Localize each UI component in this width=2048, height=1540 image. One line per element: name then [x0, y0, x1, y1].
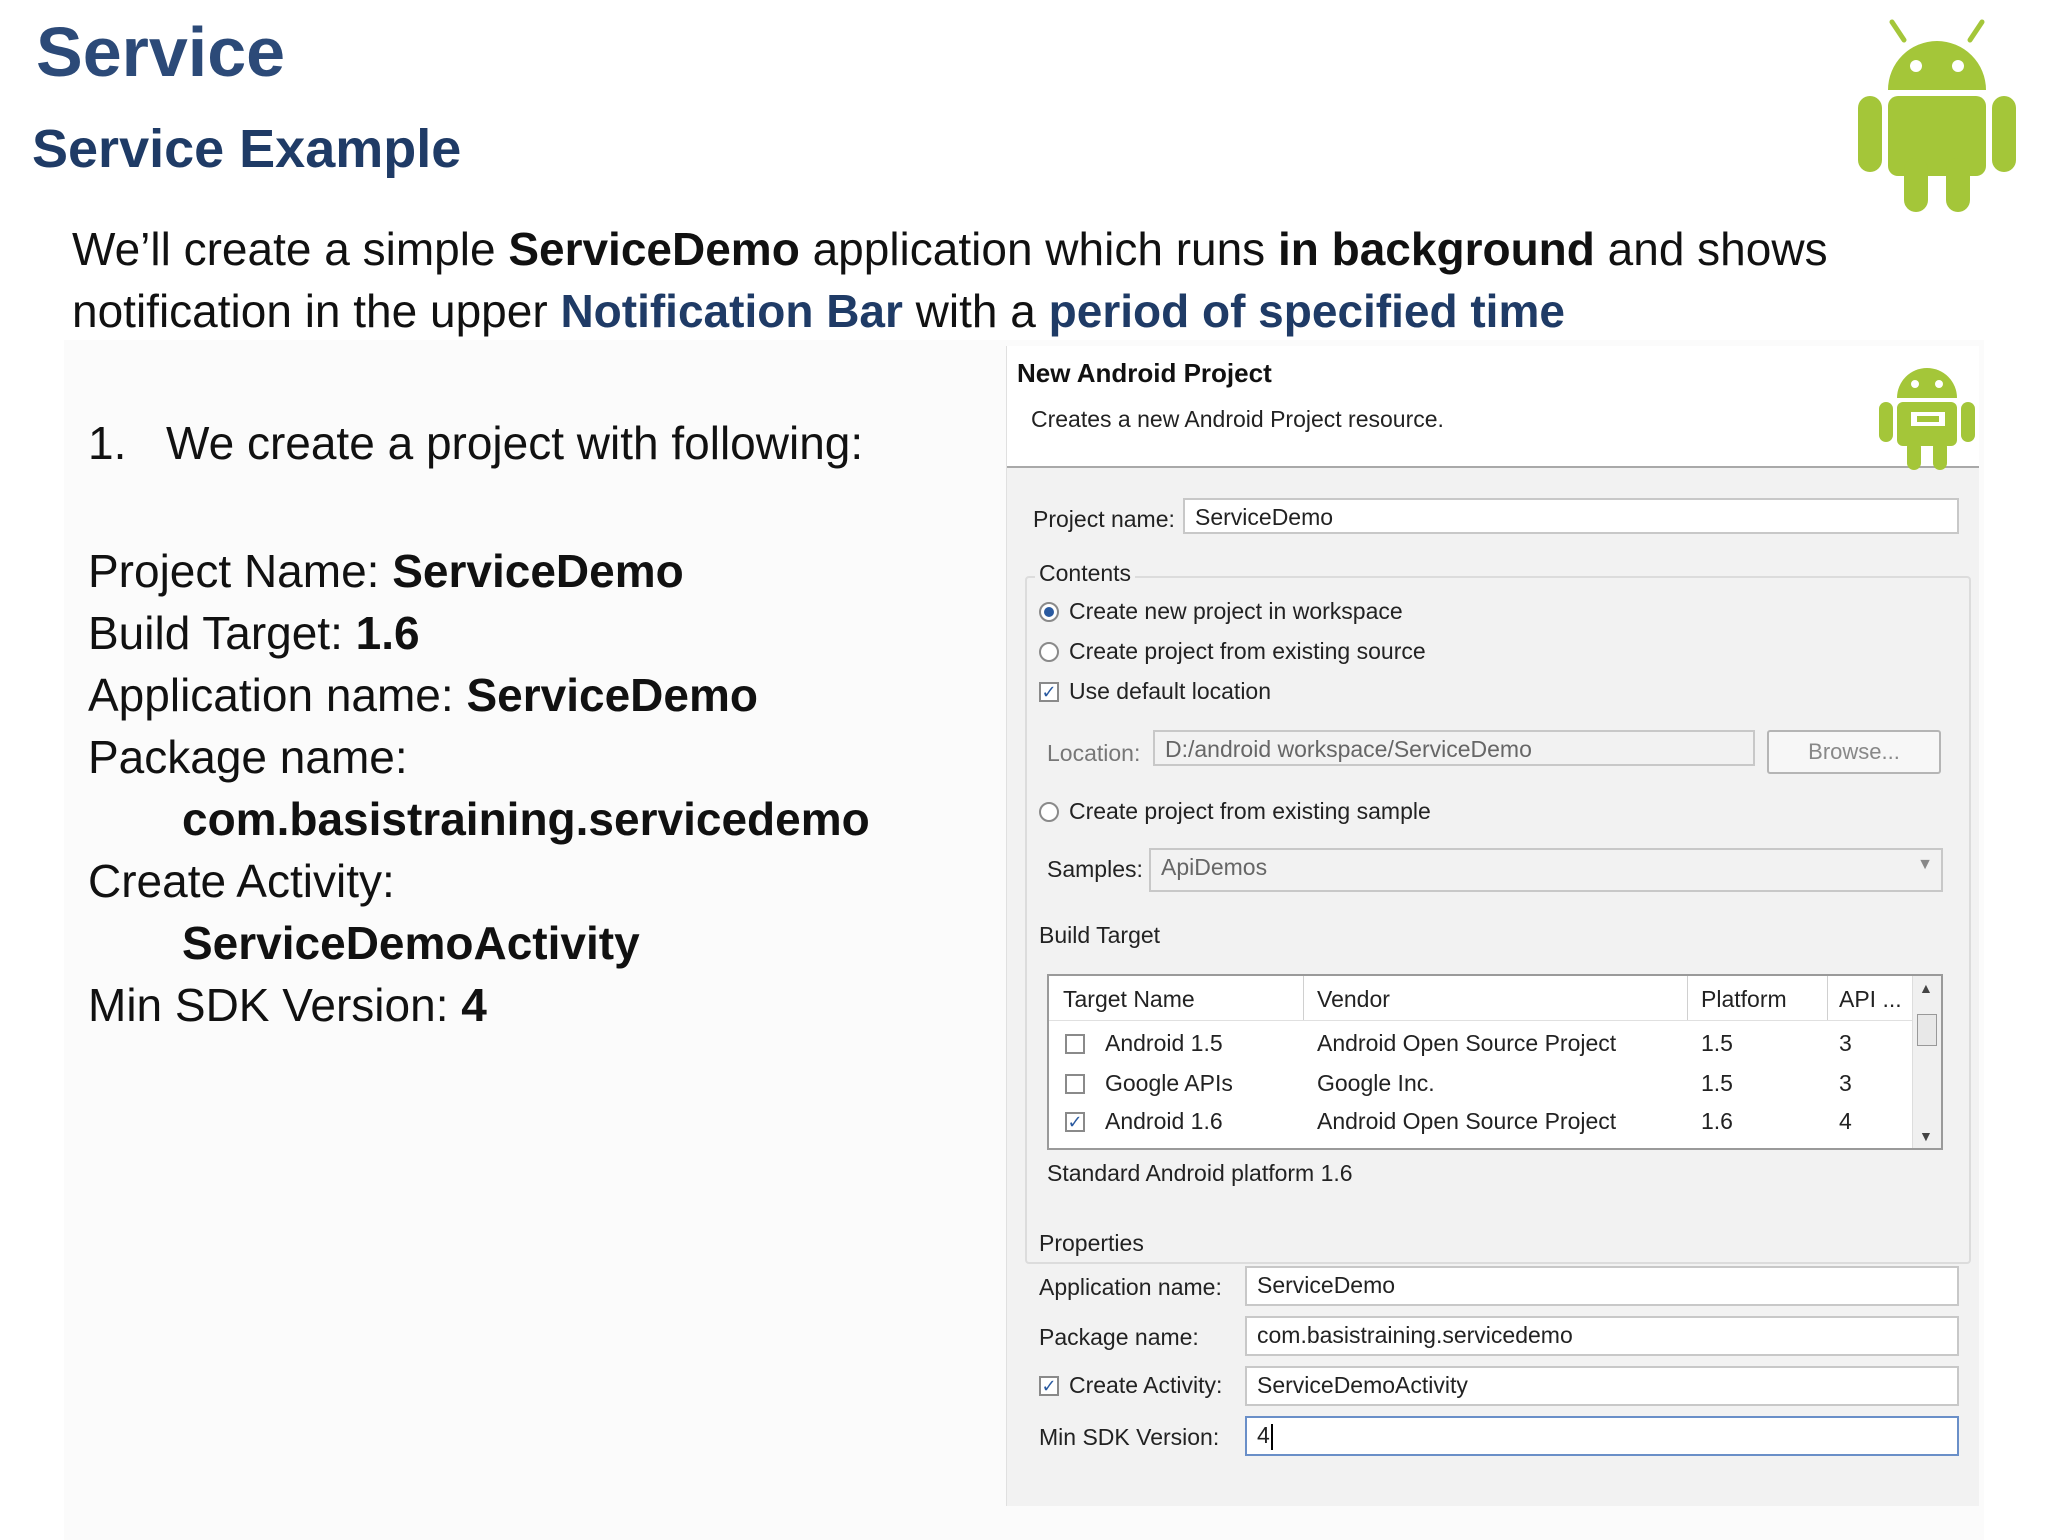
table-cell-platform: 1.5 — [1701, 1030, 1733, 1056]
table-cell-vendor: Android Open Source Project — [1317, 1030, 1617, 1056]
spec-application-name: Application name: ServiceDemo — [88, 669, 758, 721]
spec-project-name: Project Name: ServiceDemo — [88, 545, 684, 597]
application-name-field[interactable]: ServiceDemo — [1245, 1266, 1959, 1306]
spec-min-sdk: Min SDK Version: 4 — [88, 979, 487, 1031]
samples-select-value: ApiDemos — [1161, 854, 1268, 880]
table-scrollbar[interactable] — [1912, 976, 1941, 1148]
new-android-project-dialog — [1006, 346, 1979, 1506]
application-name-label: Application name: — [1039, 1274, 1222, 1300]
slide-subtitle: Service Example — [32, 119, 462, 179]
android-robot-icon — [1852, 18, 2022, 214]
dialog-title: New Android Project — [1017, 358, 1272, 388]
use-default-location-label[interactable]: Use default location — [1069, 678, 1272, 704]
create-activity-label[interactable]: Create Activity: — [1069, 1372, 1223, 1398]
scroll-up-icon[interactable]: ▲ — [1919, 980, 1933, 996]
project-name-field[interactable]: ServiceDemo — [1183, 498, 1959, 534]
table-cell-api: 4 — [1839, 1108, 1852, 1134]
slide-title: Service — [36, 13, 286, 91]
build-target-group-label: Build Target — [1035, 922, 1164, 949]
build-target-table — [1047, 974, 1943, 1150]
dialog-header — [1007, 346, 1979, 468]
dialog-description: Creates a new Android Project resource. — [1031, 406, 1444, 432]
contents-group-label: Contents — [1035, 560, 1135, 587]
table-cell-platform: 1.5 — [1701, 1070, 1733, 1096]
step-item — [88, 416, 863, 470]
properties-group-label: Properties — [1035, 1230, 1148, 1257]
create-activity-field[interactable]: ServiceDemoActivity — [1245, 1366, 1959, 1406]
min-sdk-value: 4 — [1257, 1422, 1270, 1448]
target-android-1-6-checkbox[interactable]: ✓ — [1065, 1112, 1085, 1132]
project-name-label: Project name: — [1033, 506, 1175, 532]
package-name-label: Package name: — [1039, 1324, 1199, 1350]
table-cell-vendor: Android Open Source Project — [1317, 1108, 1617, 1134]
chevron-down-icon: ▼ — [1917, 856, 1933, 873]
create-new-project-radio[interactable] — [1039, 602, 1059, 622]
spec-package-label: Package name: — [88, 731, 408, 783]
table-header-vendor[interactable]: Vendor — [1317, 986, 1390, 1012]
spec-package-value: com.basistraining.servicedemo — [182, 793, 870, 845]
step-text: We create a project with following: — [166, 417, 864, 469]
from-existing-sample-label[interactable]: Create project from existing sample — [1069, 798, 1431, 824]
location-label: Location: — [1047, 740, 1141, 766]
spec-activity-value: ServiceDemoActivity — [182, 917, 640, 969]
browse-button[interactable]: Browse... — [1767, 730, 1941, 774]
location-field[interactable]: D:/android workspace/ServiceDemo — [1153, 730, 1755, 766]
intro-paragraph: We’ll create a simple ServiceDemo application which runs in background and shows notification in the upper Notification Bar with a period of specified time — [72, 223, 1828, 337]
table-header-platform[interactable]: Platform — [1701, 986, 1787, 1012]
table-cell-vendor: Google Inc. — [1317, 1070, 1435, 1096]
scroll-thumb[interactable] — [1917, 1014, 1937, 1046]
table-cell-name: Google APIs — [1105, 1070, 1233, 1096]
from-existing-source-radio[interactable] — [1039, 642, 1059, 662]
android-bot-wizard-icon — [1877, 362, 1977, 472]
table-header-target-name[interactable]: Target Name — [1063, 986, 1195, 1012]
text-caret — [1271, 1424, 1273, 1450]
table-cell-name: Android 1.5 — [1105, 1030, 1223, 1056]
step-number: 1. — [88, 417, 127, 469]
samples-select[interactable] — [1149, 848, 1943, 892]
create-new-project-label[interactable]: Create new project in workspace — [1069, 598, 1403, 624]
create-activity-checkbox[interactable]: ✓ — [1039, 1376, 1059, 1396]
package-name-field[interactable]: com.basistraining.servicedemo — [1245, 1316, 1959, 1356]
target-android-1-5-checkbox[interactable] — [1065, 1034, 1085, 1054]
table-cell-platform: 1.6 — [1701, 1108, 1733, 1134]
from-existing-sample-radio[interactable] — [1039, 802, 1059, 822]
from-existing-source-label[interactable]: Create project from existing source — [1069, 638, 1426, 664]
target-google-apis-checkbox[interactable] — [1065, 1074, 1085, 1094]
samples-label: Samples: — [1047, 856, 1143, 882]
build-target-status: Standard Android platform 1.6 — [1047, 1160, 1353, 1186]
scroll-down-icon[interactable]: ▼ — [1919, 1128, 1933, 1144]
table-header-api[interactable]: API ... — [1839, 986, 1902, 1012]
use-default-location-checkbox[interactable]: ✓ — [1039, 682, 1059, 702]
min-sdk-field[interactable] — [1245, 1416, 1959, 1456]
spec-activity-label: Create Activity: — [88, 855, 395, 907]
min-sdk-label: Min SDK Version: — [1039, 1424, 1220, 1450]
table-cell-api: 3 — [1839, 1030, 1852, 1056]
table-cell-name: Android 1.6 — [1105, 1108, 1223, 1134]
table-cell-api: 3 — [1839, 1070, 1852, 1096]
spec-build-target: Build Target: 1.6 — [88, 607, 420, 659]
